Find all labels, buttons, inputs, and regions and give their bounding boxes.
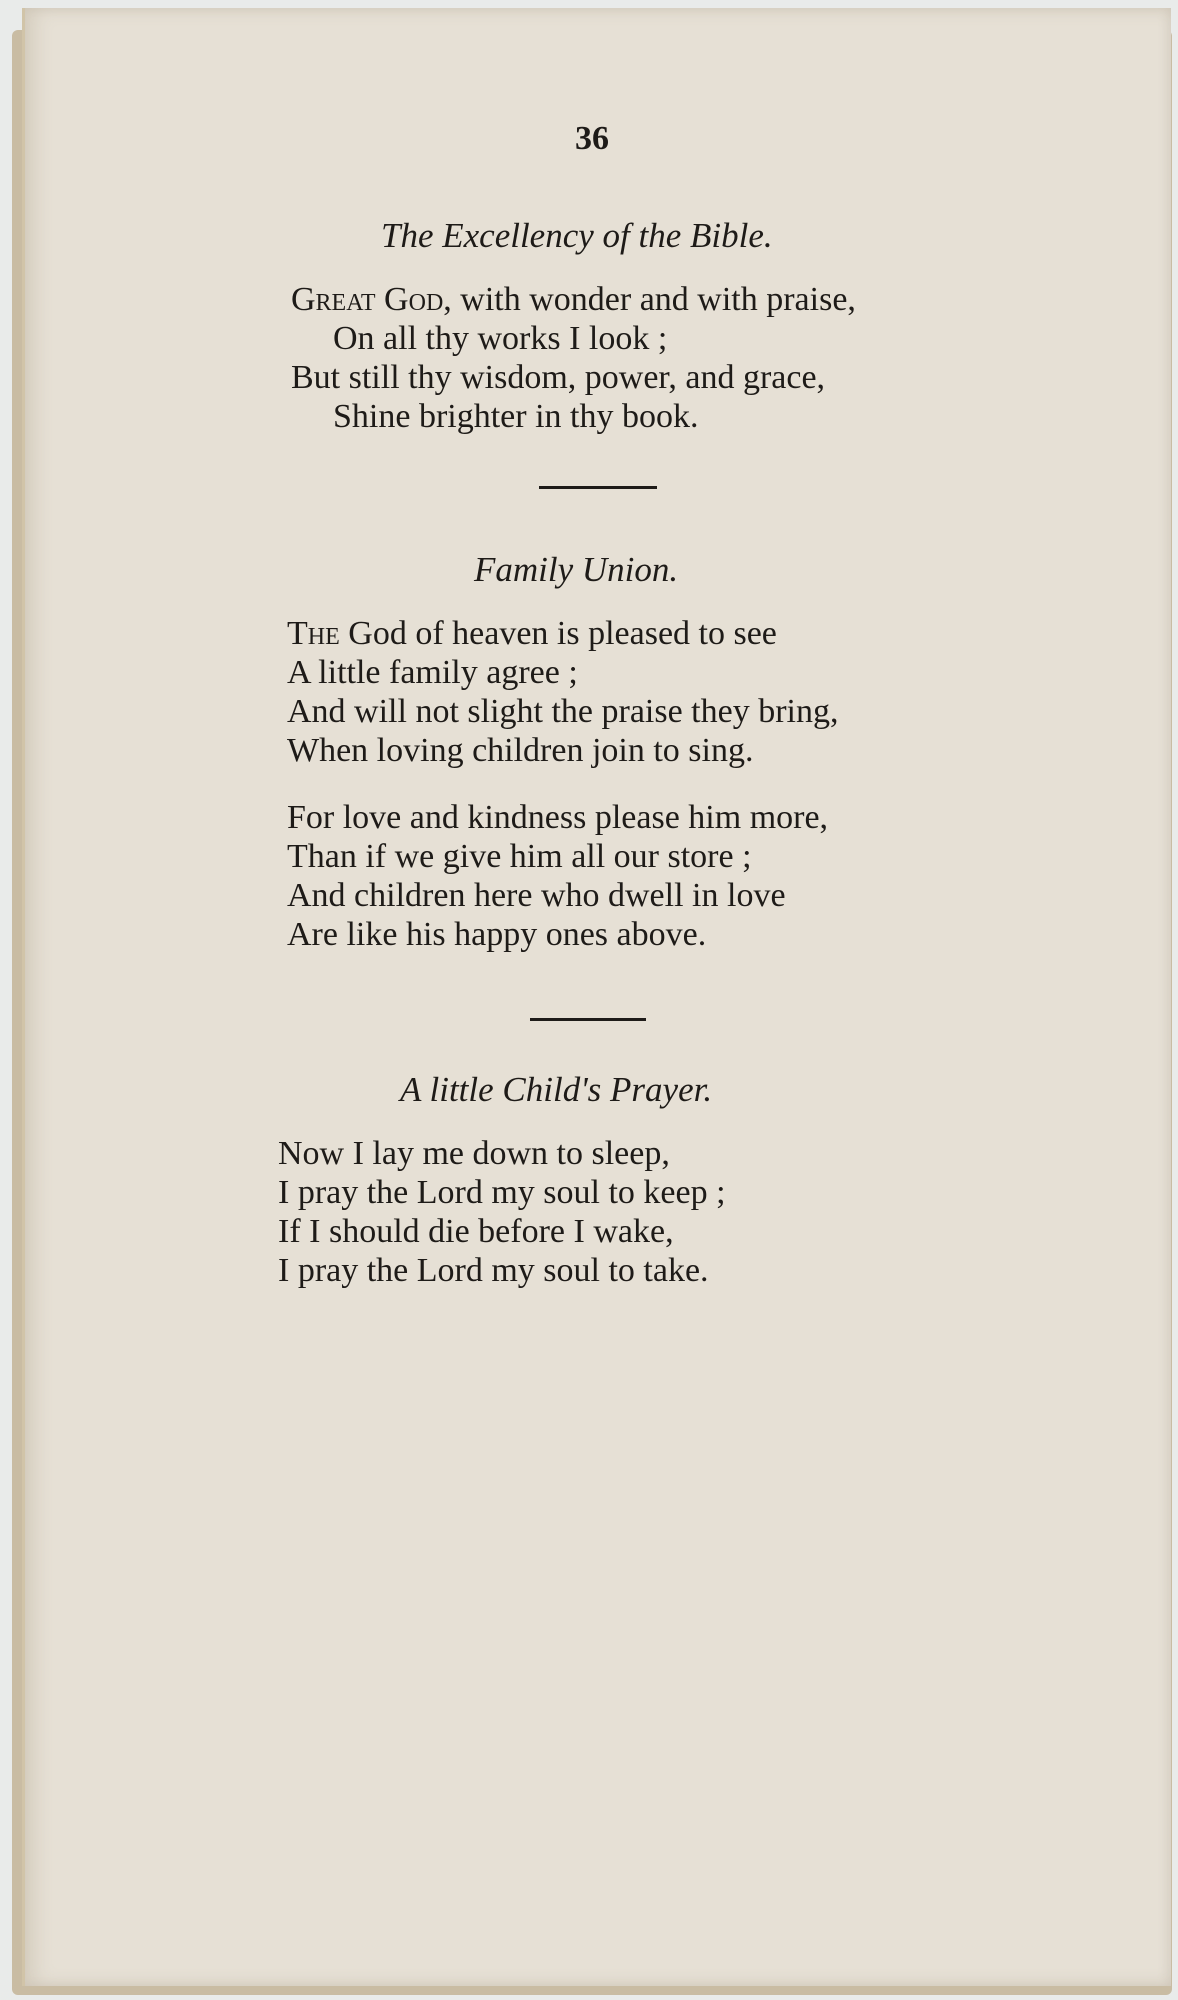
verse-line: And children here who dwell in love	[287, 877, 786, 914]
verse-line: On all thy works I look ;	[333, 320, 668, 357]
verse-line: Now I lay me down to sleep,	[278, 1135, 670, 1172]
verse-line: I pray the Lord my soul to keep ;	[278, 1174, 726, 1211]
verse-lead-word: The	[287, 615, 340, 652]
verse-line: For love and kindness please him more,	[287, 799, 829, 836]
book-page	[22, 8, 1171, 1986]
verse-line: Great God, with wonder and with praise,	[291, 281, 856, 318]
verse-line: When loving children join to sing.	[287, 732, 754, 769]
poem-family-union-stanza-2	[287, 798, 828, 954]
verse-line: Are like his happy ones above.	[287, 916, 707, 953]
poem-title-childs-prayer: A little Child's Prayer.	[400, 1070, 713, 1109]
verse-line: The God of heaven is pleased to see	[287, 615, 777, 652]
verse-line: But still thy wisdom, power, and grace,	[291, 359, 826, 396]
poem-title-excellency: The Excellency of the Bible.	[381, 216, 773, 255]
verse-lead-word: Great God,	[291, 281, 452, 318]
verse-line: If I should die before I wake,	[278, 1213, 674, 1250]
poem-family-union-stanza-1	[287, 614, 839, 770]
poem-excellency-stanza	[291, 280, 856, 436]
section-divider	[530, 1018, 646, 1021]
verse-line: I pray the Lord my soul to take.	[278, 1252, 709, 1289]
verse-line: A little family agree ;	[287, 654, 578, 691]
verse-line: And will not slight the praise they bring,	[287, 693, 839, 730]
section-divider	[539, 486, 657, 489]
page-number: 36	[575, 120, 609, 157]
verse-line: Than if we give him all our store ;	[287, 838, 752, 875]
poem-childs-prayer-stanza	[278, 1134, 726, 1290]
poem-title-family-union: Family Union.	[474, 550, 679, 589]
verse-line: Shine brighter in thy book.	[333, 398, 699, 435]
